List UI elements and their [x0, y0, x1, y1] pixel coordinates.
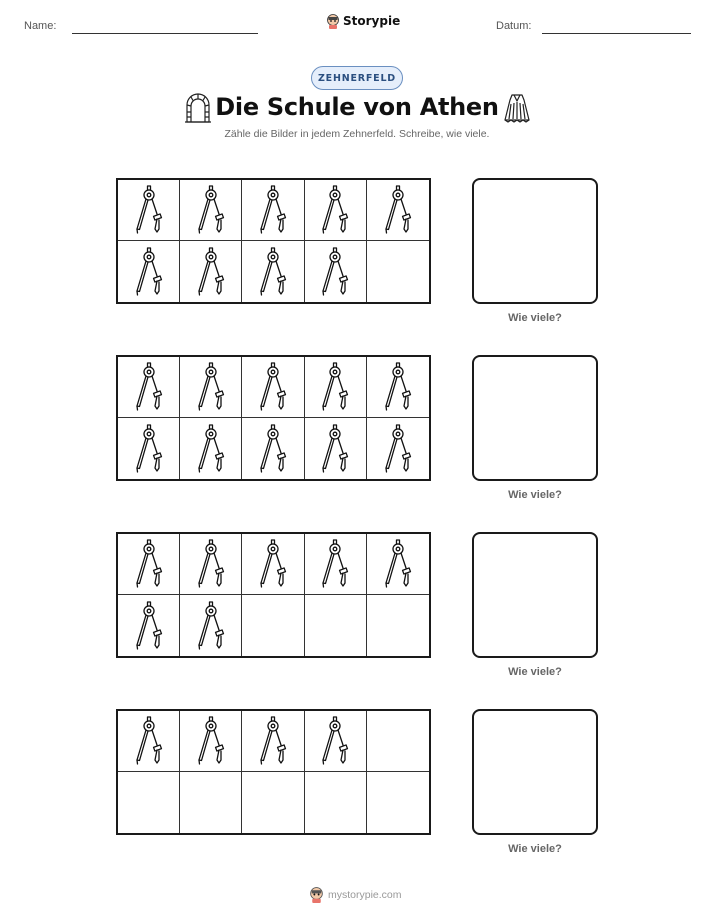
compass-icon [256, 362, 290, 412]
answer-box[interactable] [472, 355, 598, 481]
compass-icon [132, 185, 166, 235]
ten-frame-cell [367, 534, 429, 595]
ten-frame-cell [118, 772, 180, 833]
ten-frame-cell [367, 772, 429, 833]
toga-cloak-icon [502, 92, 532, 124]
ten-frame-cell [367, 180, 429, 241]
mascot-icon [326, 13, 340, 29]
ten-frame-cell [180, 711, 242, 772]
ten-frame-cell [242, 711, 304, 772]
ten-frame-cell [118, 180, 180, 241]
ten-frame-cell [180, 595, 242, 656]
how-many-label: Wie viele? [508, 489, 562, 501]
how-many-label: Wie viele? [508, 843, 562, 855]
compass-icon [318, 539, 352, 589]
compass-icon [194, 247, 228, 297]
compass-icon [256, 247, 290, 297]
footer [309, 886, 402, 903]
ten-frame-cell [305, 180, 367, 241]
compass-icon [132, 601, 166, 651]
answer-box[interactable] [472, 178, 598, 304]
compass-icon [318, 362, 352, 412]
ten-frame-cell [305, 711, 367, 772]
ten-frame-cell [118, 595, 180, 656]
compass-icon [381, 424, 415, 474]
ten-frame-cell [118, 418, 180, 479]
compass-icon [256, 424, 290, 474]
ten-frame-cell [242, 241, 304, 302]
ten-frame-cell [242, 534, 304, 595]
name-label: Name: [24, 20, 57, 32]
compass-icon [256, 716, 290, 766]
ten-frame [116, 178, 431, 304]
compass-icon [194, 539, 228, 589]
compass-icon [318, 424, 352, 474]
compass-icon [132, 362, 166, 412]
compass-icon [318, 716, 352, 766]
answer-box[interactable] [472, 532, 598, 658]
ten-frame-cell [242, 595, 304, 656]
ten-frame-cell [367, 418, 429, 479]
page-title: Die Schule von Athen [215, 93, 499, 121]
ten-frame-cell [367, 241, 429, 302]
ten-frame-cell [305, 534, 367, 595]
ten-frame-cell [305, 595, 367, 656]
ten-frame-cell [180, 534, 242, 595]
compass-icon [381, 185, 415, 235]
compass-icon [318, 247, 352, 297]
compass-icon [194, 601, 228, 651]
ten-frame [116, 709, 431, 835]
date-label: Datum: [496, 20, 532, 32]
how-many-label: Wie viele? [508, 312, 562, 324]
ten-frame-cell [305, 772, 367, 833]
compass-icon [194, 424, 228, 474]
compass-icon [194, 716, 228, 766]
date-line[interactable] [542, 33, 691, 34]
compass-icon [132, 247, 166, 297]
brand-logo [326, 13, 400, 29]
ten-frame-cell [118, 711, 180, 772]
compass-icon [381, 362, 415, 412]
ten-frame-cell [305, 357, 367, 418]
ten-frame-cell [180, 772, 242, 833]
ten-frame-cell [242, 772, 304, 833]
answer-box[interactable] [472, 709, 598, 835]
ten-frame-cell [180, 241, 242, 302]
ten-frame-cell [180, 180, 242, 241]
ten-frame-cell [305, 418, 367, 479]
ten-frame-cell [118, 241, 180, 302]
ten-frame [116, 532, 431, 658]
ten-frame [116, 355, 431, 481]
how-many-label: Wie viele? [508, 666, 562, 678]
compass-icon [381, 539, 415, 589]
compass-icon [132, 716, 166, 766]
ten-frame-cell [118, 357, 180, 418]
mascot-icon [309, 886, 324, 903]
compass-icon [132, 424, 166, 474]
ten-frame-cell [305, 241, 367, 302]
compass-icon [194, 362, 228, 412]
topic-badge: ZEHNERFELD [311, 66, 403, 90]
ten-frame-cell [242, 180, 304, 241]
ten-frame-cell [118, 534, 180, 595]
name-line[interactable] [72, 33, 258, 34]
ten-frame-cell [242, 418, 304, 479]
compass-icon [256, 539, 290, 589]
ten-frame-cell [180, 357, 242, 418]
compass-icon [318, 185, 352, 235]
compass-icon [194, 185, 228, 235]
footer-url: mystorypie.com [328, 888, 402, 901]
ten-frame-cell [367, 357, 429, 418]
ten-frame-cell [367, 711, 429, 772]
ten-frame-cell [367, 595, 429, 656]
compass-icon [256, 185, 290, 235]
brand-name: Storypie [343, 14, 401, 28]
instructions: Zähle die Bilder in jedem Zehnerfeld. Schreibe, wie viele. [224, 128, 490, 140]
ten-frame-cell [180, 418, 242, 479]
compass-icon [132, 539, 166, 589]
ten-frame-cell [242, 357, 304, 418]
